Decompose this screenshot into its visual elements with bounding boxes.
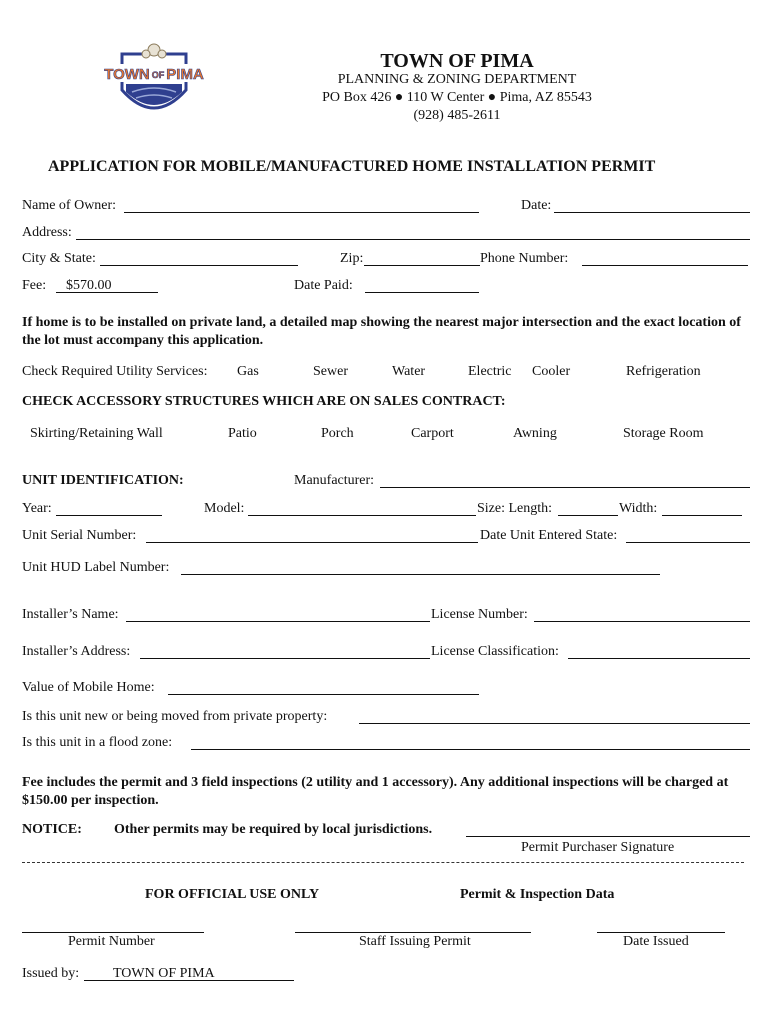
date-entered-label: Date Unit Entered State: <box>480 528 618 543</box>
signature-field[interactable] <box>466 836 750 837</box>
owner-name-label: Name of Owner: <box>22 198 117 213</box>
logo-text-town: TOWN <box>104 66 150 83</box>
department-phone: (928) 485-2611 <box>413 108 501 123</box>
hud-label: Unit HUD Label Number: <box>22 560 170 575</box>
new-or-moved-label: Is this unit new or being moved from private property: <box>22 709 328 724</box>
address-label: Address: <box>22 225 72 240</box>
license-classification-label: License Classification: <box>431 644 559 659</box>
flood-zone-field[interactable] <box>191 749 750 750</box>
fee-value: $570.00 <box>66 278 112 293</box>
width-label: Width: <box>619 501 658 516</box>
installer-name-label: Installer’s Name: <box>22 607 119 622</box>
logo-text-pima: PIMA <box>166 66 204 83</box>
date-issued-caption: Date Issued <box>623 934 689 949</box>
license-number-label: License Number: <box>431 607 528 622</box>
accessory-patio[interactable]: Patio <box>228 426 257 441</box>
utility-gas[interactable]: Gas <box>237 364 259 379</box>
accessory-heading: CHECK ACCESSORY STRUCTURES WHICH ARE ON SALES CONTRACT: <box>22 394 506 409</box>
utilities-label: Check Required Utility Services: <box>22 364 208 379</box>
staff-issuing-field[interactable] <box>295 932 531 933</box>
issued-by-value: TOWN OF PIMA <box>113 966 215 981</box>
department-name: PLANNING & ZONING DEPARTMENT <box>337 72 577 87</box>
utility-water[interactable]: Water <box>392 364 426 379</box>
city-state-label: City & State: <box>22 251 96 266</box>
date-entered-field[interactable] <box>626 542 750 543</box>
accessory-carport[interactable]: Carport <box>411 426 454 441</box>
installer-address-label: Installer’s Address: <box>22 644 131 659</box>
town-title: TOWN OF PIMA <box>380 50 534 72</box>
phone-label: Phone Number: <box>480 251 569 266</box>
hud-field[interactable] <box>181 574 660 575</box>
manufacturer-label: Manufacturer: <box>294 473 375 488</box>
private-land-notice: If home is to be installed on private land, a detailed map showing the nearest major intersection and the exact location of the lot must accompany this application. <box>22 315 741 348</box>
owner-name-field[interactable] <box>124 212 479 213</box>
value-field[interactable] <box>168 694 479 695</box>
utility-cooler[interactable]: Cooler <box>532 364 571 379</box>
date-issued-field[interactable] <box>597 932 725 933</box>
address-field[interactable] <box>76 239 750 240</box>
license-classification-field[interactable] <box>568 658 750 659</box>
city-state-field[interactable] <box>100 265 298 266</box>
divider <box>22 862 744 863</box>
permit-data-heading: Permit & Inspection Data <box>460 887 615 902</box>
department-address: PO Box 426 ● 110 W Center ● Pima, AZ 85543 <box>322 90 592 105</box>
date-paid-label: Date Paid: <box>294 278 353 293</box>
size-length-label: Size: Length: <box>477 501 553 516</box>
zip-label: Zip: <box>340 251 364 266</box>
utility-electric[interactable]: Electric <box>468 364 512 379</box>
fee-notice: Fee includes the permit and 3 field inspections (2 utility and 1 accessory). Any additional inspections will be charged at $150.00 per inspection. <box>22 775 729 808</box>
issued-by-label: Issued by: <box>22 966 80 981</box>
phone-field[interactable] <box>582 265 748 266</box>
date-label: Date: <box>521 198 552 213</box>
logo-text-of: OF <box>151 70 165 80</box>
year-field[interactable] <box>56 515 162 516</box>
form-title: APPLICATION FOR MOBILE/MANUFACTURED HOME INSTALLATION PERMIT <box>48 158 656 175</box>
permit-number-field[interactable] <box>22 932 204 933</box>
accessory-skirting[interactable]: Skirting/Retaining Wall <box>30 426 163 441</box>
year-label: Year: <box>22 501 52 516</box>
serial-label: Unit Serial Number: <box>22 528 137 543</box>
notice-text: Other permits may be required by local jurisdictions. <box>114 822 433 837</box>
model-label: Model: <box>204 501 245 516</box>
utility-sewer[interactable]: Sewer <box>313 364 348 379</box>
date-field[interactable] <box>554 212 750 213</box>
width-field[interactable] <box>662 515 742 516</box>
model-field[interactable] <box>248 515 476 516</box>
accessory-porch[interactable]: Porch <box>321 426 354 441</box>
serial-field[interactable] <box>146 542 478 543</box>
zip-field[interactable] <box>364 265 480 266</box>
size-length-field[interactable] <box>558 515 618 516</box>
signature-caption: Permit Purchaser Signature <box>521 840 675 855</box>
permit-number-caption: Permit Number <box>68 934 155 949</box>
fee-label: Fee: <box>22 278 47 293</box>
accessory-awning[interactable]: Awning <box>513 426 557 441</box>
date-paid-field[interactable] <box>365 292 479 293</box>
new-or-moved-field[interactable] <box>359 723 750 724</box>
town-logo <box>104 40 204 124</box>
utility-refrigeration[interactable]: Refrigeration <box>626 364 701 379</box>
flood-zone-label: Is this unit in a flood zone: <box>22 735 173 750</box>
license-number-field[interactable] <box>534 621 750 622</box>
notice-label: NOTICE: <box>22 822 82 837</box>
manufacturer-field[interactable] <box>380 487 750 488</box>
installer-address-field[interactable] <box>140 658 430 659</box>
accessory-storage-room[interactable]: Storage Room <box>623 426 704 441</box>
value-label: Value of Mobile Home: <box>22 680 155 695</box>
unit-heading: UNIT IDENTIFICATION: <box>22 473 184 488</box>
staff-issuing-caption: Staff Issuing Permit <box>359 934 471 949</box>
installer-name-field[interactable] <box>126 621 430 622</box>
official-heading: FOR OFFICIAL USE ONLY <box>145 887 320 902</box>
